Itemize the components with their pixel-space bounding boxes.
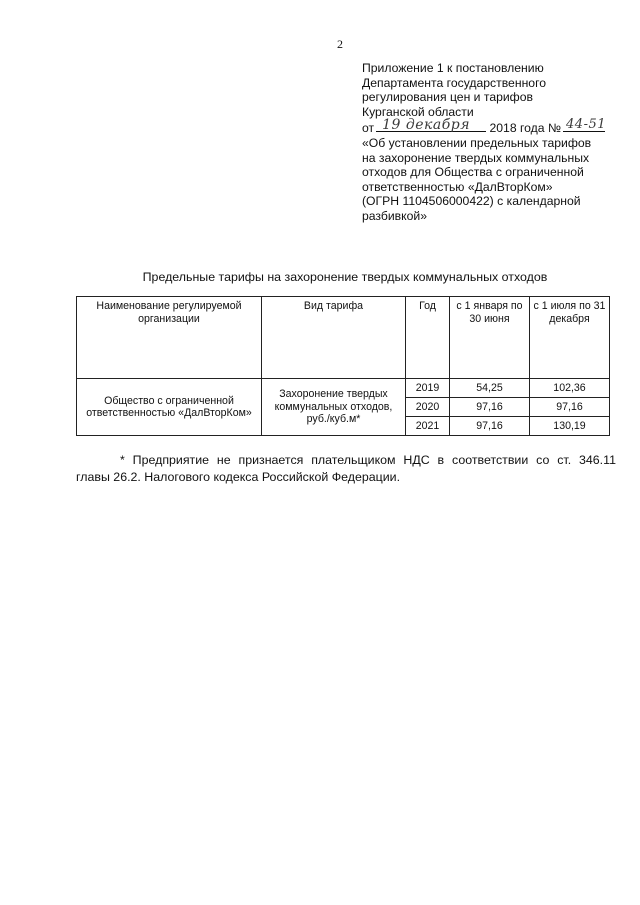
- header-first-half: с 1 января по 30 июня: [450, 297, 530, 379]
- order-date-blank: [376, 116, 486, 133]
- subject-line: разбивкой»: [362, 208, 427, 223]
- tariff-type-cell: Захоронение твердых коммунальных отходов, руб./куб.м*: [262, 379, 406, 436]
- second-half-value: 97,16: [530, 398, 610, 417]
- order-number-blank: [563, 116, 607, 132]
- page-number: 2: [337, 37, 343, 51]
- header-year: Год: [406, 297, 450, 379]
- footnote: [76, 452, 616, 486]
- table-row: [77, 379, 610, 398]
- year-cell: 2020: [406, 398, 450, 417]
- annex-line: Курганской области: [362, 104, 474, 119]
- footnote-line: * Предприятие не признается плательщиком НДС в соответствии со ст. 346.11: [120, 453, 616, 467]
- order-year: 2018 года №: [489, 121, 562, 136]
- second-half-value: 130,19: [530, 417, 610, 436]
- year-cell: 2021: [406, 417, 450, 436]
- subject-line: на захоронение твердых коммунальных: [362, 150, 590, 165]
- header-tariff-type: Вид тарифа: [262, 297, 406, 379]
- first-half-value: 97,16: [450, 398, 530, 417]
- second-half-value: 102,36: [530, 379, 610, 398]
- order-reference: [362, 116, 622, 136]
- subject-line: (ОГРН 1104506000422) с календарной: [362, 194, 581, 209]
- footnote-line: главы 26.2. Налогового кодекса Российской Федерации.: [76, 470, 401, 484]
- handwritten-date: 19 декабря: [382, 116, 470, 133]
- annex-line: регулирования цен и тарифов: [362, 90, 533, 105]
- table-title: Предельные тарифы на захоронение твердых коммунальных отходов: [142, 270, 548, 284]
- subject-line: ответственностью «ДалВторКом»: [362, 179, 553, 194]
- first-half-value: 97,16: [450, 417, 530, 436]
- annex-line: Приложение 1 к постановлению: [362, 61, 544, 75]
- year-cell: 2019: [406, 379, 450, 398]
- handwritten-number: 44-51: [566, 116, 607, 132]
- header-organization: Наименование регулируемой организации: [77, 297, 262, 379]
- annex-header: [362, 61, 622, 224]
- order-prefix: от: [362, 121, 375, 136]
- table-header-row: [77, 297, 610, 379]
- annex-line: Департамента государственного: [362, 75, 547, 90]
- tariff-table: [76, 296, 610, 436]
- subject-line: «Об установлении предельных тарифов: [362, 135, 592, 150]
- organization-cell: Общество с ограниченной ответственностью «ДалВторКом»: [77, 379, 262, 436]
- first-half-value: 54,25: [450, 379, 530, 398]
- header-second-half: с 1 июля по 31 декабря: [530, 297, 610, 379]
- subject-line: отходов для Общества с ограниченной: [362, 165, 584, 180]
